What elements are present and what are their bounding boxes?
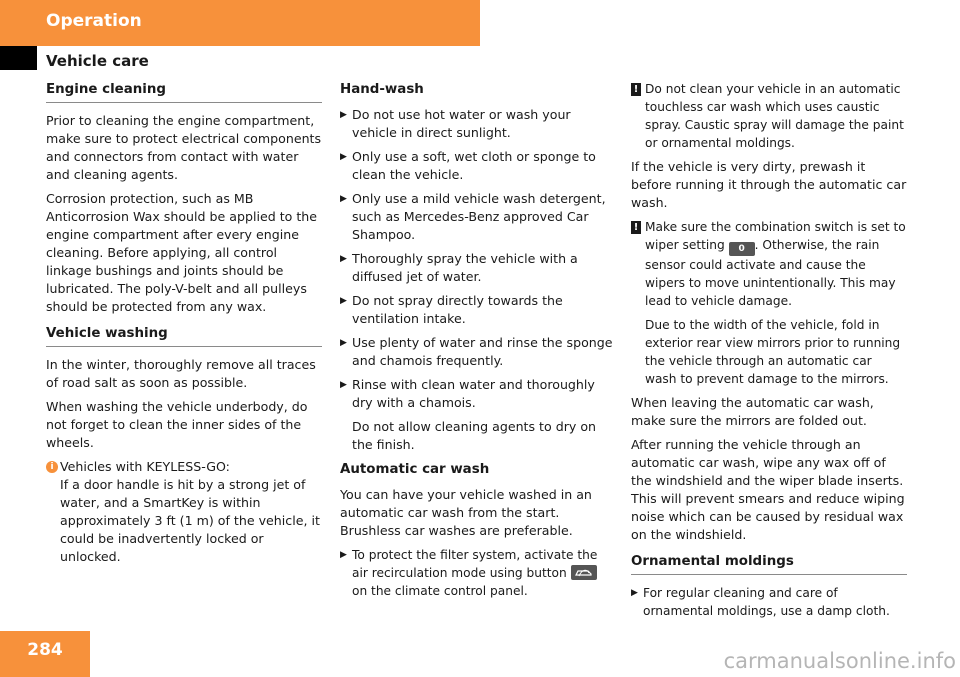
bullet-arrow-icon: ▶ <box>340 254 347 264</box>
bullet-arrow-icon: ▶ <box>340 110 347 120</box>
paragraph: Corrosion protection, such as MB Anticorrosion Wax should be applied to the engine compartment after every engine cleaning. Before applying, all control linkage bushings and joints should be lubricated. The poly-V-belt and all pulleys should be protected from any wax. <box>46 191 318 314</box>
info-icon: i <box>46 461 58 473</box>
info-note-line1: Vehicles with KEYLESS-GO: <box>60 459 230 474</box>
filter-text: To protect the filter system, activate the air recirculation mode using button <box>352 548 598 580</box>
heading-automatic-car-wash: Automatic car wash <box>340 462 490 477</box>
list-item <box>340 546 615 600</box>
header-tab-marker <box>0 46 37 70</box>
list-item: ▶ Thoroughly spray the vehicle with a diffused jet of water. <box>340 251 578 284</box>
warning-icon: ! <box>631 83 641 96</box>
warning-note <box>631 218 907 310</box>
list-item: ▶ Do not use hot water or wash your vehicle in direct sunlight. <box>340 107 571 140</box>
section-title: Operation <box>46 11 142 31</box>
warning-text-end: . Otherwise, the rain sensor could activate and cause the wipers to move unintentionally. This may lead to vehicle damage. <box>645 238 896 308</box>
warning-text: Make sure the combination switch is set to wiper setting <box>645 220 906 252</box>
filter-text-end: on the climate control panel. <box>352 584 528 598</box>
list-item: ▶ Only use a mild vehicle wash detergent, such as Mercedes-Benz approved Car Shampoo. <box>340 191 606 242</box>
list-item: ▶ Use plenty of water and rinse the sponge and chamois frequently. <box>340 335 613 368</box>
page-number: 284 <box>27 640 63 660</box>
paragraph: After running the vehicle through an automatic car wash, wipe any wax off of the windshield and the wiper blade inserts. This will prevent smears and reduce wiping noise which can be caused by residual wax on the windshield. <box>631 437 905 542</box>
bullet-arrow-icon: ▶ <box>340 338 347 348</box>
bullet-arrow-icon: ▶ <box>631 588 638 598</box>
list-item: ▶ Only use a soft, wet cloth or sponge to clean the vehicle. <box>340 149 596 182</box>
heading-engine-cleaning: Engine cleaning <box>46 80 322 103</box>
bullet-arrow-icon: ▶ <box>340 296 347 306</box>
wiper-setting-zero-icon: 0 <box>729 242 755 256</box>
heading-vehicle-washing: Vehicle washing <box>46 324 322 347</box>
bullet-arrow-icon: ▶ <box>340 550 347 560</box>
list-item: ▶ Rinse with clean water and thoroughly dry with a chamois. <box>340 377 595 410</box>
subsection-title: Vehicle care <box>46 52 149 70</box>
bullet-arrow-icon: ▶ <box>340 152 347 162</box>
watermark: carmanualsonline.info <box>723 649 956 673</box>
column-3 <box>631 80 907 626</box>
bullet-arrow-icon: ▶ <box>340 380 347 390</box>
info-note-line2: If a door handle is hit by a strong jet of water, and a SmartKey is within approximately 3 ft (1 m) of the vehicle, it could be inadvertently locked or unlocked. <box>60 477 320 564</box>
bullet-arrow-icon: ▶ <box>340 194 347 204</box>
warning-continuation: Due to the width of the vehicle, fold in exterior rear view mirrors prior to running the vehicle through an automatic car wash to prevent damage to the mirrors. <box>645 318 901 386</box>
column-1 <box>46 80 322 572</box>
paragraph: When leaving the automatic car wash, make sure the mirrors are folded out. <box>631 395 874 428</box>
list-item-continuation: Do not allow cleaning agents to dry on the finish. <box>352 419 597 452</box>
list-item: ▶ Do not spray directly towards the ventilation intake. <box>340 293 563 326</box>
paragraph: When washing the vehicle underbody, do not forget to clean the inner sides of the wheels. <box>46 399 308 450</box>
list-item: ▶ For regular cleaning and care of ornamental moldings, use a damp cloth. <box>631 586 890 618</box>
heading-ornamental-moldings: Ornamental moldings <box>631 552 907 575</box>
heading-hand-wash: Hand-wash <box>340 82 424 97</box>
air-recirculation-button-icon <box>571 565 597 580</box>
paragraph: Prior to cleaning the engine compartment, make sure to protect electrical components and connectors from contact with water and cleaning agents. <box>46 113 322 182</box>
paragraph: If the vehicle is very dirty, prewash it before running it through the automatic car wash. <box>631 159 907 210</box>
column-2 <box>340 80 615 606</box>
info-note <box>46 458 322 566</box>
paragraph: In the winter, thoroughly remove all traces of road salt as soon as possible. <box>46 357 316 390</box>
warning-note: ! Do not clean your vehicle in an automatic touchless car wash which uses caustic spray. Caustic spray will damage the paint or ornamental moldings. <box>631 80 907 152</box>
warning-icon: ! <box>631 221 641 234</box>
paragraph: You can have your vehicle washed in an automatic car wash from the start. Brushless car washes are preferable. <box>340 487 592 538</box>
